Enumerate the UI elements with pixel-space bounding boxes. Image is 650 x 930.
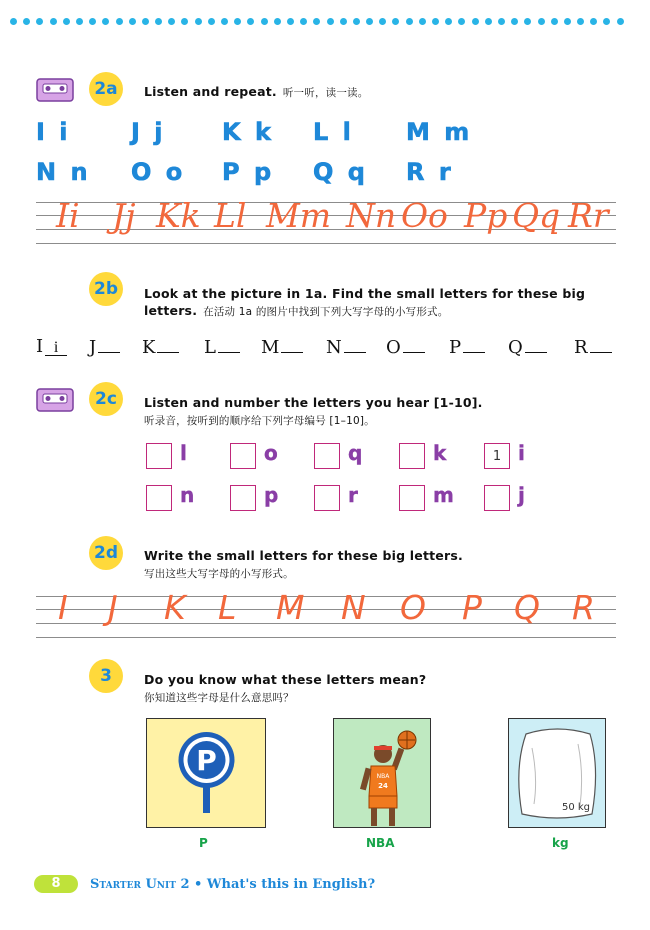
script-pair: Jj	[112, 196, 136, 235]
dot	[472, 18, 479, 25]
big-letter: J	[89, 337, 97, 358]
footer-bullet: •	[194, 876, 203, 892]
script-letters-2a	[36, 196, 616, 240]
number-cell	[146, 485, 216, 517]
instruction-2b-en: Look at the picture in 1a. Find the small letters for these big letters.	[144, 286, 586, 318]
instruction-2d	[144, 548, 463, 581]
footer-unit-title: What's this in English?	[206, 876, 376, 892]
script-pair: Nn	[346, 196, 397, 235]
blank-input[interactable]	[344, 336, 366, 353]
script-pair: Ll	[214, 196, 247, 235]
instruction-2d-cn: 写出这些大写字母的小写形式。	[144, 568, 294, 580]
blank-input[interactable]	[281, 336, 303, 353]
instruction-3-cn: 你知道这些字母是什么意思吗？	[144, 692, 294, 704]
dot	[340, 18, 347, 25]
instruction-3	[144, 672, 426, 705]
dot	[76, 18, 83, 25]
big-letter: N	[326, 337, 342, 358]
script-pair: Mm	[266, 196, 332, 235]
jersey-text: NBA	[376, 773, 390, 780]
dot	[538, 18, 545, 25]
jersey-number: 24	[378, 782, 388, 790]
dot	[274, 18, 281, 25]
letter-pair: Q q	[313, 158, 368, 186]
instruction-2d-en: Write the small letters for these big letters.	[144, 548, 463, 563]
blank	[326, 336, 366, 358]
instruction-2a	[144, 84, 368, 100]
bag-label: 50 kg	[561, 802, 591, 813]
number-box[interactable]	[230, 443, 256, 469]
dot	[287, 18, 294, 25]
dot	[155, 18, 162, 25]
dot	[23, 18, 30, 25]
script-pair: Rr	[568, 196, 609, 235]
script-capital: Q	[514, 588, 540, 627]
big-letter: M	[261, 337, 280, 358]
section-badge-2c: 2c	[89, 382, 123, 416]
dot	[221, 18, 228, 25]
dot	[63, 18, 70, 25]
picture-caption: kg	[552, 836, 569, 850]
blank	[386, 336, 425, 358]
dot	[603, 18, 610, 25]
dot	[195, 18, 202, 25]
blank-input[interactable]	[403, 336, 425, 353]
dot	[511, 18, 518, 25]
dot	[590, 18, 597, 25]
dot	[300, 18, 307, 25]
cell-letter: j	[518, 483, 525, 507]
script-capital: I	[58, 588, 68, 627]
script-capital: O	[400, 588, 426, 627]
big-letter: I	[36, 336, 44, 357]
section-badge-2a: 2a	[89, 72, 123, 106]
number-cell	[230, 485, 300, 517]
dot	[392, 18, 399, 25]
letter-pair: M m	[406, 118, 473, 146]
blank-input[interactable]	[218, 336, 240, 353]
dot	[36, 18, 43, 25]
dot	[564, 18, 571, 25]
picture-caption: P	[199, 836, 208, 850]
dot	[10, 18, 17, 25]
blank	[204, 336, 240, 358]
blank	[449, 336, 485, 358]
letter-pair: N n	[36, 158, 91, 186]
dot	[327, 18, 334, 25]
letter-pair: O o	[131, 158, 186, 186]
big-letter: Q	[508, 337, 523, 358]
big-letter: K	[142, 337, 156, 358]
number-cell	[146, 443, 216, 475]
number-box[interactable]	[146, 443, 172, 469]
script-letters-2d	[36, 588, 616, 632]
sack-picture	[508, 718, 606, 828]
script-capital: M	[276, 588, 305, 627]
cell-letter: n	[180, 483, 195, 507]
number-box[interactable]	[146, 485, 172, 511]
instruction-2a-en: Listen and repeat.	[144, 84, 277, 99]
cell-letter: q	[348, 441, 363, 465]
blank	[89, 336, 120, 358]
big-letter: O	[386, 337, 401, 358]
number-cell	[314, 485, 384, 517]
dot	[406, 18, 413, 25]
blank	[36, 336, 67, 357]
number-box[interactable]	[230, 485, 256, 511]
dot	[445, 18, 452, 25]
big-letter: L	[204, 337, 216, 358]
number-box[interactable]	[484, 485, 510, 511]
big-letter: P	[449, 337, 462, 358]
dot	[142, 18, 149, 25]
dot	[102, 18, 109, 25]
cell-letter: r	[348, 483, 358, 507]
blank	[142, 336, 179, 358]
instruction-2c-en: Listen and number the letters you hear [1-10].	[144, 395, 483, 410]
big-letter: R	[574, 337, 588, 358]
dot	[129, 18, 136, 25]
dot	[313, 18, 320, 25]
dot	[577, 18, 584, 25]
script-pair: Ii	[56, 196, 80, 235]
letter-pair: K k	[222, 118, 274, 146]
section-badge-3: 3	[89, 659, 123, 693]
dot	[353, 18, 360, 25]
dot	[366, 18, 373, 25]
instruction-2b	[144, 285, 624, 321]
script-capital: J	[108, 588, 118, 627]
letter-pair: R r	[406, 158, 454, 186]
dot	[116, 18, 123, 25]
dot	[261, 18, 268, 25]
letter-pair: I i	[36, 118, 71, 146]
number-box[interactable]	[399, 443, 425, 469]
script-pair: Pp	[464, 196, 508, 235]
script-pair: Qq	[512, 196, 561, 235]
instruction-3-en: Do you know what these letters mean?	[144, 672, 427, 687]
dot	[50, 18, 57, 25]
cell-letter: i	[518, 441, 525, 465]
dot	[168, 18, 175, 25]
dot	[524, 18, 531, 25]
instruction-2c-cn: 听录音，按听到的顺序给下列字母编号 [1–10]。	[144, 415, 375, 427]
instruction-2c	[144, 395, 483, 428]
letter-pair: L l	[313, 118, 354, 146]
dot	[498, 18, 505, 25]
number-box[interactable]	[314, 485, 340, 511]
dot	[458, 18, 465, 25]
number-cell	[399, 485, 469, 517]
letter-pair: P p	[222, 158, 275, 186]
instruction-2b-cn: 在活动 1a 的图片中找到下列大写字母的小写形式。	[203, 306, 449, 318]
page-footer	[34, 874, 375, 894]
cassette-icon	[36, 388, 74, 412]
number-box[interactable]	[399, 485, 425, 511]
dot	[234, 18, 241, 25]
number-cell	[484, 443, 554, 475]
script-pair: Kk	[156, 196, 201, 235]
sign-letter: P	[196, 744, 217, 777]
basketball-player-picture	[333, 718, 431, 828]
number-cell	[314, 443, 384, 475]
cell-letter: o	[264, 441, 278, 465]
dot	[432, 18, 439, 25]
script-capital: N	[341, 588, 366, 627]
script-capital: L	[218, 588, 237, 627]
section-badge-2d: 2d	[89, 536, 123, 570]
script-pair: Oo	[401, 196, 448, 235]
blank-input[interactable]	[98, 336, 120, 353]
number-box[interactable]	[314, 443, 340, 469]
number-box[interactable]: 1	[484, 443, 510, 469]
dot	[181, 18, 188, 25]
blank-input[interactable]	[525, 336, 547, 353]
instruction-2a-cn: 听一听，读一读。	[282, 87, 369, 99]
letter-pair: J j	[131, 118, 166, 146]
blank	[508, 336, 547, 358]
cell-letter: k	[433, 441, 447, 465]
dot	[379, 18, 386, 25]
number-cell	[399, 443, 469, 475]
blank-input[interactable]	[590, 336, 612, 353]
dot	[247, 18, 254, 25]
number-cell	[484, 485, 554, 517]
dot	[208, 18, 215, 25]
blank	[261, 336, 303, 358]
dot	[419, 18, 426, 25]
page-number: 8	[34, 875, 78, 893]
script-capital: P	[462, 588, 482, 627]
script-capital: K	[164, 588, 186, 627]
cassette-icon	[36, 78, 74, 102]
dot	[551, 18, 558, 25]
blank	[574, 336, 612, 358]
cell-letter: m	[433, 483, 454, 507]
number-cell	[230, 443, 300, 475]
dot	[89, 18, 96, 25]
dot	[485, 18, 492, 25]
footer-unit: Starter Unit 2	[90, 876, 190, 892]
parking-sign-picture	[146, 718, 266, 828]
section-badge-2b: 2b	[89, 272, 123, 306]
cell-letter: l	[180, 441, 187, 465]
script-capital: R	[572, 588, 595, 627]
cell-letter: p	[264, 483, 279, 507]
blank-input[interactable]: i	[45, 339, 67, 356]
blank-input[interactable]	[157, 336, 179, 353]
blank-input[interactable]	[463, 336, 485, 353]
dot	[617, 18, 624, 25]
footer-title	[90, 877, 375, 892]
top-dot-border	[10, 10, 640, 20]
picture-caption: NBA	[366, 836, 395, 850]
